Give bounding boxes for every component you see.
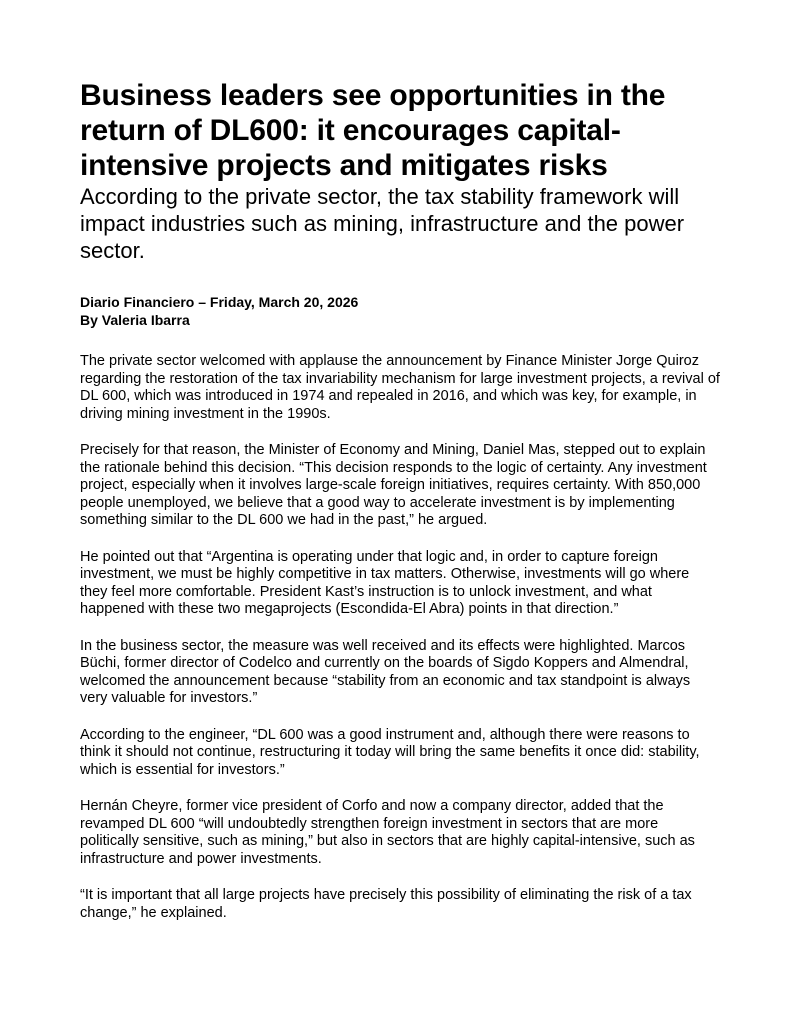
paragraph: In the business sector, the measure was well received and its effects were highlighted. Marcos Büchi, former director of Codelco and currently on the boards of Sigdo Koppers and Almendral, welcomed the announcement because “stability from an economic and tax standpoint is always very valuable for investors.” <box>80 637 691 706</box>
paragraph: According to the engineer, “DL 600 was a good instrument and, although there were reasons to think it should not continue, restructuring it today will bring the same benefits it once did: stability, which is essential for investors.” <box>80 726 700 778</box>
dateline: Diario Financiero – Friday, March 20, 2026 <box>80 294 359 310</box>
article-body <box>80 353 720 922</box>
article-meta <box>80 293 720 329</box>
paragraph: Precisely for that reason, the Minister of Economy and Mining, Daniel Mas, stepped out to explain the rationale behind this decision. “This decision responds to the logic of certainty. Any investment project, especially when it involves large-scale foreign initiatives, requires certainty. With 850,000 people unemployed, we believe that a good way to accelerate investment is by implementing something similar to the DL 600 we had in the past,” he argued. <box>80 442 707 528</box>
paragraph: Hernán Cheyre, former vice president of Corfo and now a company director, added that the revamped DL 600 “will undoubtedly strengthen foreign investment in sectors that are more politically sensitive, such as mining,” but also in sectors that are highly capital-intensive, such as infrastructure and power investments. <box>80 798 695 867</box>
article <box>80 78 720 941</box>
headline: Business leaders see opportunities in the return of DL600: it encourages capital-intensive projects and mitigates risks <box>80 79 666 182</box>
subheadline: According to the private sector, the tax stability framework will impact industries such as mining, infrastructure and the power sector. <box>80 184 685 263</box>
paragraph: He pointed out that “Argentina is operating under that logic and, in order to capture foreign investment, we must be highly competitive in tax matters. Otherwise, investments will go where they feel more comfortable. President Kast’s instruction is to unlock investment, and what happened with these two megaprojects (Escondida-El Abra) points in that direction.” <box>80 548 690 617</box>
paragraph: The private sector welcomed with applause the announcement by Finance Minister Jorge Quiroz regarding the restoration of the tax invariability mechanism for large investment projects, a revival of DL 600, which was introduced in 1974 and repealed in 2016, and which was key, for example, in driving mining investment in the 1990s. <box>80 353 720 422</box>
paragraph: “It is important that all large projects have precisely this possibility of eliminating the risk of a tax change,” he explained. <box>80 887 692 921</box>
byline: By Valeria Ibarra <box>80 312 190 328</box>
